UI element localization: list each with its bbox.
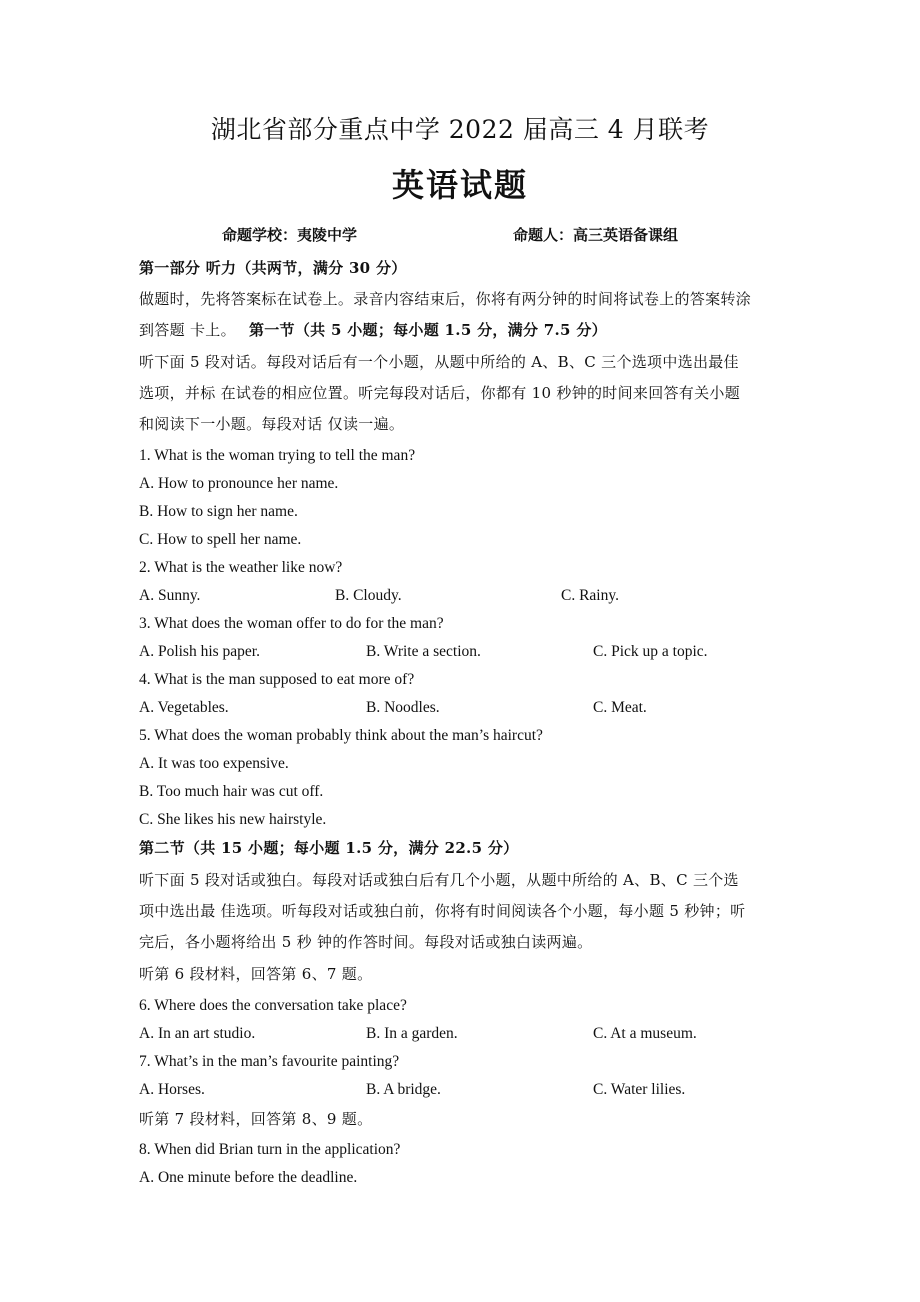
section2-heading: 第二节（共 15 小题；每小题 1.5 分，满分 22.5 分）	[139, 839, 519, 857]
part1-intro-line2-text: 到答题 卡上。	[139, 321, 236, 339]
question-6-option-b: B. In a garden.	[366, 1025, 458, 1042]
question-8: 8. When did Brian turn in the application?	[139, 1141, 401, 1158]
question-1-option-b: B. How to sign her name.	[139, 503, 298, 520]
part1-intro-line2	[139, 320, 607, 340]
question-2-option-a: A. Sunny.	[139, 587, 201, 604]
section2-instructions-line2: 项中选出最 佳选项。听每段对话或独白前，你将有时间阅读各个小题，每小题 5 秒钟；听	[139, 902, 746, 920]
question-6-option-c: C. At a museum.	[593, 1025, 697, 1042]
question-3-option-c: C. Pick up a topic.	[593, 643, 708, 660]
question-2-option-b: B. Cloudy.	[335, 587, 402, 604]
question-4-option-c: C. Meat.	[593, 699, 647, 716]
question-6: 6. Where does the conversation take place?	[139, 997, 407, 1014]
section1-heading: 第一节（共 5 小题；每小题 1.5 分，满分 7.5 分）	[248, 321, 607, 339]
question-1-option-c: C. How to spell her name.	[139, 531, 302, 548]
question-6-option-a: A. In an art studio.	[139, 1025, 256, 1042]
question-7: 7. What’s in the man’s favourite painting?	[139, 1053, 400, 1070]
question-8-option-a: A. One minute before the deadline.	[139, 1169, 358, 1186]
question-5-option-a: A. It was too expensive.	[139, 755, 289, 772]
exam-title: 湖北省部分重点中学 2022 届高三 4 月联考	[210, 115, 710, 144]
question-7-option-b: B. A bridge.	[366, 1081, 441, 1098]
section2-instructions-line3: 完后，各小题将给出 5 秒 钟的作答时间。每段对话或独白读两遍。	[139, 933, 593, 951]
part1-heading: 第一部分 听力（共两节，满分 30 分）	[139, 259, 407, 277]
section2-instructions-line1: 听下面 5 段对话或独白。每段对话或独白后有几个小题，从题中所给的 A、B、C 三个选	[139, 871, 739, 889]
question-4: 4. What is the man supposed to eat more of?	[139, 671, 415, 688]
question-4-option-a: A. Vegetables.	[139, 699, 229, 716]
material-6-note: 听第 6 段材料，回答第 6、7 题。	[139, 965, 373, 983]
question-1: 1. What is the woman trying to tell the man?	[139, 447, 416, 464]
question-2-option-c: C. Rainy.	[561, 587, 619, 604]
exam-subtitle: 英语试题	[391, 166, 528, 204]
question-4-option-b: B. Noodles.	[366, 699, 440, 716]
question-5-option-b: B. Too much hair was cut off.	[139, 783, 324, 800]
section1-instructions-line2: 选项，并标 在试卷的相应位置。听完每段对话后，你都有 10 秒钟的时间来回答有关小题	[139, 384, 740, 402]
question-3-option-a: A. Polish his paper.	[139, 643, 260, 660]
question-7-option-a: A. Horses.	[139, 1081, 205, 1098]
question-7-option-c: C. Water lilies.	[593, 1081, 686, 1098]
school-info: 命题学校：夷陵中学	[222, 226, 358, 244]
section1-instructions-line1: 听下面 5 段对话。每段对话后有一个小题，从题中所给的 A、B、C 三个选项中选出最佳	[139, 353, 739, 371]
question-5: 5. What does the woman probably think about the man’s haircut?	[139, 727, 543, 744]
question-3-option-b: B. Write a section.	[366, 643, 481, 660]
author-info: 命题人：高三英语备课组	[513, 226, 679, 244]
question-3: 3. What does the woman offer to do for the man?	[139, 615, 444, 632]
question-2: 2. What is the weather like now?	[139, 559, 343, 576]
question-5-option-c: C. She likes his new hairstyle.	[139, 811, 327, 828]
section1-instructions-line3: 和阅读下一小题。每段对话 仅读一遍。	[139, 415, 405, 433]
question-1-option-a: A. How to pronounce her name.	[139, 475, 339, 492]
part1-intro-line1: 做题时，先将答案标在试卷上。录音内容结束后，你将有两分钟的时间将试卷上的答案转涂	[139, 290, 752, 308]
material-7-note: 听第 7 段材料，回答第 8、9 题。	[139, 1110, 373, 1128]
